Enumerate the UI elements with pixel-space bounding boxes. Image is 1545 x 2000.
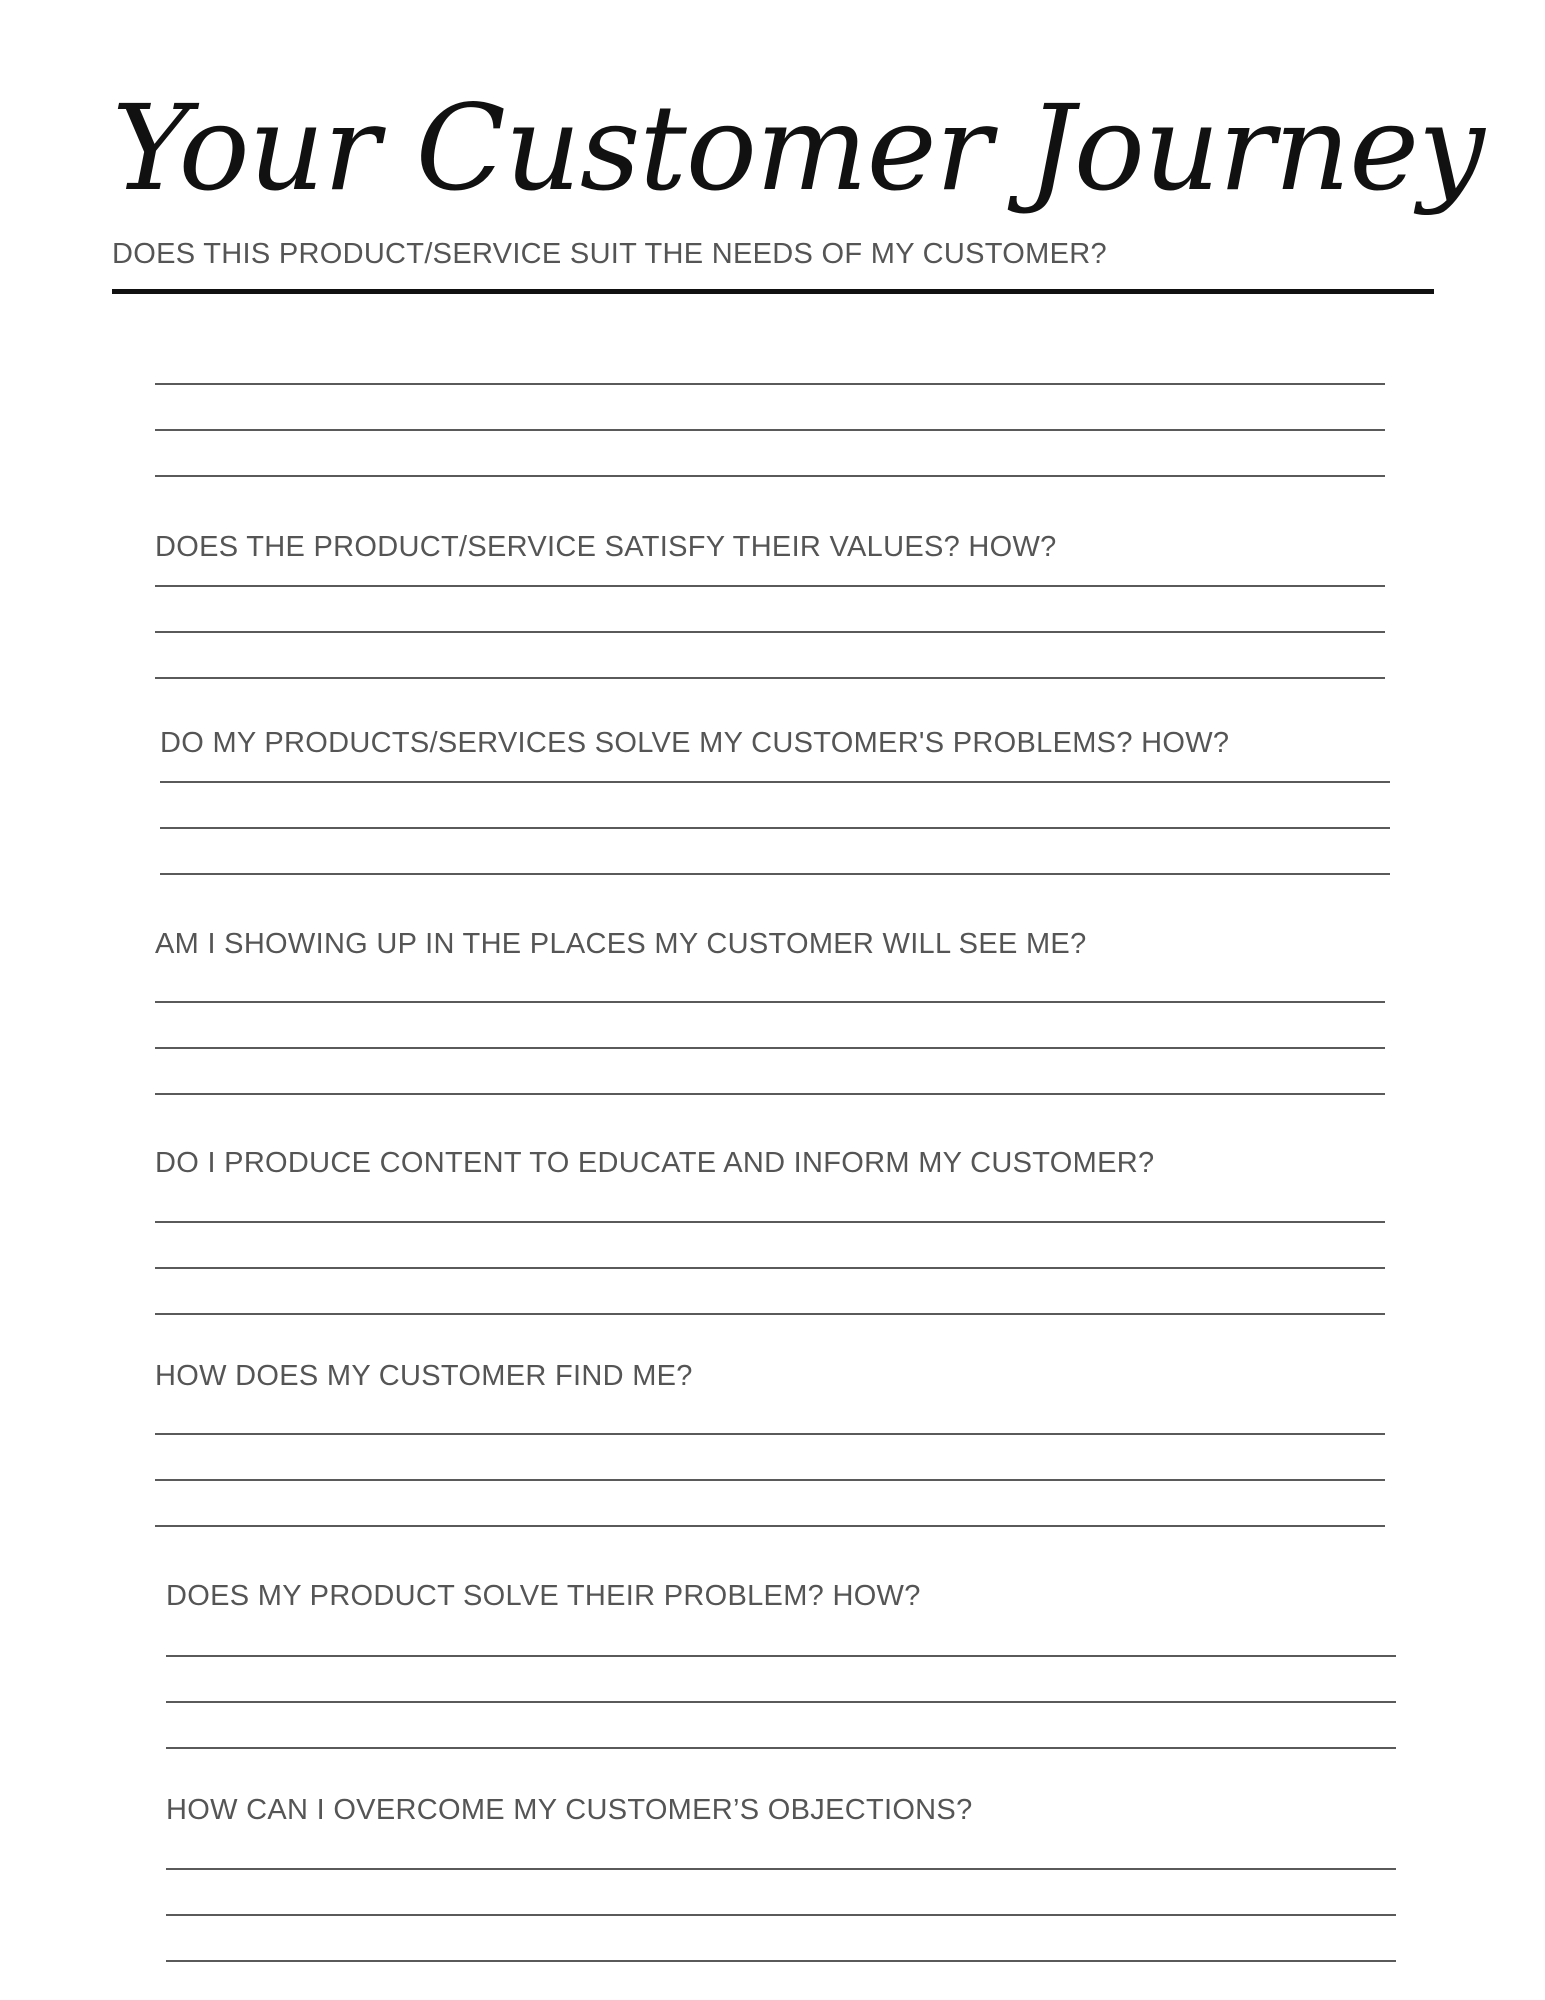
answer-line[interactable] (155, 1047, 1385, 1049)
answer-line[interactable] (155, 1221, 1385, 1223)
answer-line[interactable] (155, 631, 1385, 633)
answer-line[interactable] (160, 873, 1390, 875)
answer-line[interactable] (166, 1747, 1396, 1749)
answer-line[interactable] (166, 1960, 1396, 1962)
answer-line[interactable] (155, 1433, 1385, 1435)
answer-line[interactable] (166, 1868, 1396, 1870)
question-label: DOES MY PRODUCT SOLVE THEIR PROBLEM? HOW? (166, 1580, 921, 1612)
answer-line[interactable] (155, 1313, 1385, 1315)
question-label: DO I PRODUCE CONTENT TO EDUCATE AND INFORM MY CUSTOMER? (155, 1147, 1155, 1179)
answer-line[interactable] (155, 383, 1385, 385)
question-label: HOW DOES MY CUSTOMER FIND ME? (155, 1360, 693, 1392)
answer-line[interactable] (155, 1479, 1385, 1481)
answer-line[interactable] (155, 1525, 1385, 1527)
page-title: Your Customer Journey (112, 79, 1484, 217)
question-label: HOW CAN I OVERCOME MY CUSTOMER’S OBJECTIONS? (166, 1794, 973, 1826)
answer-line[interactable] (155, 1267, 1385, 1269)
answer-line[interactable] (155, 429, 1385, 431)
answer-line[interactable] (166, 1914, 1396, 1916)
page-subtitle: DOES THIS PRODUCT/SERVICE SUIT THE NEEDS OF MY CUSTOMER? (112, 238, 1107, 270)
answer-line[interactable] (160, 781, 1390, 783)
question-label: AM I SHOWING UP IN THE PLACES MY CUSTOMER WILL SEE ME? (155, 928, 1087, 960)
question-label: DOES THE PRODUCT/SERVICE SATISFY THEIR VALUES? HOW? (155, 531, 1057, 563)
question-label: DO MY PRODUCTS/SERVICES SOLVE MY CUSTOMER'S PROBLEMS? HOW? (160, 727, 1230, 759)
answer-line[interactable] (155, 1093, 1385, 1095)
header-divider (112, 289, 1434, 294)
answer-line[interactable] (155, 475, 1385, 477)
answer-line[interactable] (155, 677, 1385, 679)
answer-line[interactable] (160, 827, 1390, 829)
answer-line[interactable] (166, 1701, 1396, 1703)
answer-line[interactable] (166, 1655, 1396, 1657)
answer-line[interactable] (155, 1001, 1385, 1003)
answer-line[interactable] (155, 585, 1385, 587)
